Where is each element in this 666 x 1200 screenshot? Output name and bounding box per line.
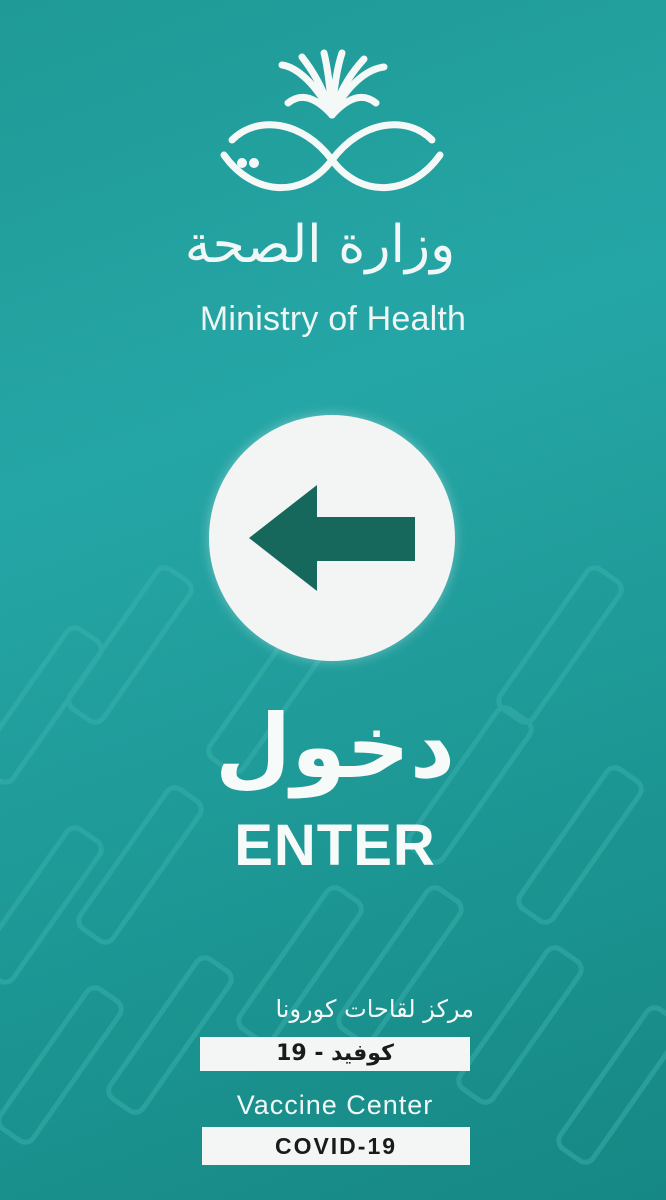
covid-label-english: COVID-19 bbox=[202, 1127, 470, 1165]
ministry-logo-icon bbox=[212, 45, 452, 205]
enter-label-english: ENTER bbox=[234, 813, 436, 878]
enter-label-arabic: دخول bbox=[214, 695, 456, 798]
covid-label-arabic: كوفيد - 19 bbox=[200, 1037, 470, 1071]
ministry-name-english: Ministry of Health bbox=[199, 300, 467, 338]
vaccine-center-arabic: مركز لقاحات كورونا bbox=[275, 995, 474, 1023]
arrow-left-icon bbox=[209, 415, 455, 661]
vaccine-center-english: Vaccine Center bbox=[236, 1090, 434, 1120]
arrow-circle bbox=[209, 415, 455, 661]
ministry-name-arabic: وزارة الصحة bbox=[184, 215, 456, 275]
